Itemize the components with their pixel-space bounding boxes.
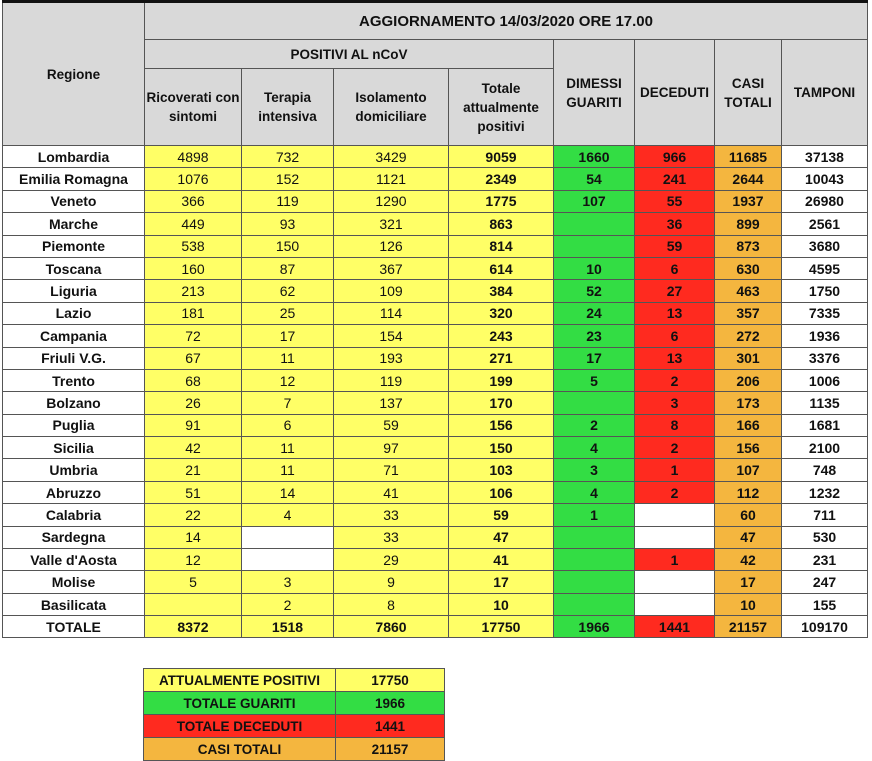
cell-dimessi xyxy=(554,571,635,593)
cell-casi: 272 xyxy=(715,325,782,347)
cell-totale: 243 xyxy=(449,325,554,347)
cell-regione: Calabria xyxy=(3,504,145,526)
cell-deceduti xyxy=(635,593,715,615)
page-title: AGGIORNAMENTO 14/03/2020 ORE 17.00 xyxy=(145,2,868,40)
cell-casi: 899 xyxy=(715,213,782,235)
cell-ricoverati: 42 xyxy=(145,437,242,459)
cell-isolamento: 321 xyxy=(334,213,449,235)
cell-isolamento: 29 xyxy=(334,549,449,571)
cell-ricoverati: 538 xyxy=(145,235,242,257)
cell-regione: Liguria xyxy=(3,280,145,302)
cell-casi: 873 xyxy=(715,235,782,257)
header-tamponi: TAMPONI xyxy=(782,40,868,146)
summary-table xyxy=(143,668,445,761)
cell-ricoverati: 26 xyxy=(145,392,242,414)
table-row xyxy=(3,146,868,168)
cell-isolamento: 1121 xyxy=(334,168,449,190)
cell-isolamento: 33 xyxy=(334,504,449,526)
cell-isolamento: 41 xyxy=(334,481,449,503)
cell-regione: Sicilia xyxy=(3,437,145,459)
cell-terapia: 25 xyxy=(242,302,334,324)
header-positivi-group: POSITIVI AL nCoV xyxy=(145,40,554,69)
cell-deceduti: 13 xyxy=(635,347,715,369)
cell-regione: Emilia Romagna xyxy=(3,168,145,190)
cell-ricoverati: 21 xyxy=(145,459,242,481)
table-row xyxy=(3,459,868,481)
table-row xyxy=(3,280,868,302)
table-row xyxy=(3,190,868,212)
table-row xyxy=(3,325,868,347)
cell-terapia: 732 xyxy=(242,146,334,168)
cell-tamponi: 4595 xyxy=(782,257,868,279)
cell-terapia: 119 xyxy=(242,190,334,212)
table-row xyxy=(3,369,868,391)
cell-totale: 2349 xyxy=(449,168,554,190)
cell-terapia: 87 xyxy=(242,257,334,279)
cell-casi: 156 xyxy=(715,437,782,459)
cell-casi: 107 xyxy=(715,459,782,481)
cell-tamponi: 37138 xyxy=(782,146,868,168)
cell-regione: Basilicata xyxy=(3,593,145,615)
cell-casi: 463 xyxy=(715,280,782,302)
table-row xyxy=(3,392,868,414)
cell-deceduti: 966 xyxy=(635,146,715,168)
cell-tamponi: 530 xyxy=(782,526,868,548)
cell-isolamento: 33 xyxy=(334,526,449,548)
cell-deceduti: 2 xyxy=(635,369,715,391)
cell-ricoverati: 181 xyxy=(145,302,242,324)
table-row xyxy=(3,504,868,526)
cell-casi: 60 xyxy=(715,504,782,526)
table-row xyxy=(3,414,868,436)
totals-casi: 21157 xyxy=(715,616,782,638)
header-regione: Regione xyxy=(3,2,145,146)
cell-casi: 630 xyxy=(715,257,782,279)
summary-label: TOTALE GUARITI xyxy=(144,692,336,715)
cell-tamponi: 1232 xyxy=(782,481,868,503)
cell-tamponi: 1681 xyxy=(782,414,868,436)
cell-totale: 17 xyxy=(449,571,554,593)
cell-tamponi: 155 xyxy=(782,593,868,615)
cell-deceduti: 59 xyxy=(635,235,715,257)
cell-isolamento: 137 xyxy=(334,392,449,414)
cell-tamponi: 711 xyxy=(782,504,868,526)
table-row xyxy=(3,571,868,593)
cell-deceduti: 1 xyxy=(635,549,715,571)
header-isolamento: Isolamento domiciliare xyxy=(334,69,449,146)
cell-deceduti: 8 xyxy=(635,414,715,436)
cell-casi: 17 xyxy=(715,571,782,593)
cell-isolamento: 97 xyxy=(334,437,449,459)
cell-deceduti: 241 xyxy=(635,168,715,190)
cell-tamponi: 1135 xyxy=(782,392,868,414)
cell-totale: 614 xyxy=(449,257,554,279)
cell-isolamento: 8 xyxy=(334,593,449,615)
cell-dimessi: 52 xyxy=(554,280,635,302)
cell-isolamento: 119 xyxy=(334,369,449,391)
header-totale-positivi: Totale attualmente positivi xyxy=(449,69,554,146)
cell-regione: Valle d'Aosta xyxy=(3,549,145,571)
cell-dimessi: 17 xyxy=(554,347,635,369)
cell-isolamento: 367 xyxy=(334,257,449,279)
cell-casi: 206 xyxy=(715,369,782,391)
cell-ricoverati xyxy=(145,593,242,615)
covid-data-table xyxy=(2,0,868,638)
cell-terapia: 11 xyxy=(242,459,334,481)
cell-tamponi: 7335 xyxy=(782,302,868,324)
cell-casi: 2644 xyxy=(715,168,782,190)
cell-dimessi xyxy=(554,593,635,615)
cell-terapia: 150 xyxy=(242,235,334,257)
cell-dimessi xyxy=(554,526,635,548)
cell-casi: 11685 xyxy=(715,146,782,168)
cell-deceduti xyxy=(635,571,715,593)
cell-regione: Bolzano xyxy=(3,392,145,414)
summary-row xyxy=(144,738,445,761)
cell-regione: Friuli V.G. xyxy=(3,347,145,369)
table-row xyxy=(3,235,868,257)
cell-terapia xyxy=(242,549,334,571)
summary-value: 17750 xyxy=(336,669,445,692)
cell-dimessi: 5 xyxy=(554,369,635,391)
cell-tamponi: 748 xyxy=(782,459,868,481)
cell-tamponi: 2100 xyxy=(782,437,868,459)
cell-tamponi: 247 xyxy=(782,571,868,593)
cell-ricoverati: 68 xyxy=(145,369,242,391)
cell-terapia: 152 xyxy=(242,168,334,190)
totals-totale: 17750 xyxy=(449,616,554,638)
summary-label: CASI TOTALI xyxy=(144,738,336,761)
cell-ricoverati: 1076 xyxy=(145,168,242,190)
totals-ricoverati: 8372 xyxy=(145,616,242,638)
cell-dimessi: 54 xyxy=(554,168,635,190)
cell-deceduti: 6 xyxy=(635,257,715,279)
totals-terapia: 1518 xyxy=(242,616,334,638)
cell-ricoverati: 22 xyxy=(145,504,242,526)
cell-tamponi: 1750 xyxy=(782,280,868,302)
table-row xyxy=(3,213,868,235)
cell-terapia: 4 xyxy=(242,504,334,526)
cell-deceduti: 6 xyxy=(635,325,715,347)
cell-totale: 199 xyxy=(449,369,554,391)
cell-dimessi: 24 xyxy=(554,302,635,324)
cell-totale: 10 xyxy=(449,593,554,615)
cell-regione: Lazio xyxy=(3,302,145,324)
cell-deceduti: 36 xyxy=(635,213,715,235)
summary-label: TOTALE DECEDUTI xyxy=(144,715,336,738)
cell-ricoverati: 72 xyxy=(145,325,242,347)
cell-terapia: 3 xyxy=(242,571,334,593)
cell-deceduti: 27 xyxy=(635,280,715,302)
header-ricoverati: Ricoverati con sintomi xyxy=(145,69,242,146)
cell-terapia: 12 xyxy=(242,369,334,391)
cell-terapia: 62 xyxy=(242,280,334,302)
cell-regione: Marche xyxy=(3,213,145,235)
cell-regione: Puglia xyxy=(3,414,145,436)
cell-dimessi: 4 xyxy=(554,437,635,459)
cell-tamponi: 10043 xyxy=(782,168,868,190)
cell-casi: 357 xyxy=(715,302,782,324)
cell-isolamento: 126 xyxy=(334,235,449,257)
cell-deceduti: 1 xyxy=(635,459,715,481)
table-row xyxy=(3,593,868,615)
cell-terapia: 11 xyxy=(242,347,334,369)
cell-dimessi: 23 xyxy=(554,325,635,347)
cell-terapia: 2 xyxy=(242,593,334,615)
cell-dimessi xyxy=(554,235,635,257)
cell-casi: 301 xyxy=(715,347,782,369)
cell-ricoverati: 366 xyxy=(145,190,242,212)
table-row xyxy=(3,347,868,369)
table-row xyxy=(3,168,868,190)
cell-deceduti xyxy=(635,526,715,548)
cell-deceduti: 2 xyxy=(635,437,715,459)
cell-dimessi: 3 xyxy=(554,459,635,481)
cell-ricoverati: 14 xyxy=(145,526,242,548)
cell-casi: 10 xyxy=(715,593,782,615)
totals-dimessi: 1966 xyxy=(554,616,635,638)
summary-row xyxy=(144,715,445,738)
cell-deceduti: 13 xyxy=(635,302,715,324)
header-dimessi: DIMESSI GUARITI xyxy=(554,40,635,146)
table-row xyxy=(3,481,868,503)
cell-deceduti: 55 xyxy=(635,190,715,212)
header-terapia: Terapia intensiva xyxy=(242,69,334,146)
table-row xyxy=(3,437,868,459)
summary-value: 1441 xyxy=(336,715,445,738)
table-body xyxy=(3,146,868,638)
cell-isolamento: 1290 xyxy=(334,190,449,212)
cell-totale: 106 xyxy=(449,481,554,503)
cell-isolamento: 59 xyxy=(334,414,449,436)
cell-totale: 150 xyxy=(449,437,554,459)
summary-value: 21157 xyxy=(336,738,445,761)
cell-totale: 1775 xyxy=(449,190,554,212)
cell-totale: 47 xyxy=(449,526,554,548)
totals-deceduti: 1441 xyxy=(635,616,715,638)
cell-casi: 112 xyxy=(715,481,782,503)
cell-totale: 41 xyxy=(449,549,554,571)
header-deceduti: DECEDUTI xyxy=(635,40,715,146)
cell-ricoverati: 4898 xyxy=(145,146,242,168)
cell-isolamento: 193 xyxy=(334,347,449,369)
cell-ricoverati: 12 xyxy=(145,549,242,571)
cell-ricoverati: 160 xyxy=(145,257,242,279)
cell-isolamento: 3429 xyxy=(334,146,449,168)
table-row xyxy=(3,526,868,548)
cell-regione: Toscana xyxy=(3,257,145,279)
cell-casi: 166 xyxy=(715,414,782,436)
cell-totale: 384 xyxy=(449,280,554,302)
cell-ricoverati: 91 xyxy=(145,414,242,436)
cell-deceduti: 3 xyxy=(635,392,715,414)
cell-totale: 156 xyxy=(449,414,554,436)
totals-row xyxy=(3,616,868,638)
cell-dimessi: 4 xyxy=(554,481,635,503)
cell-dimessi xyxy=(554,392,635,414)
cell-regione: Lombardia xyxy=(3,146,145,168)
cell-totale: 170 xyxy=(449,392,554,414)
cell-dimessi: 1 xyxy=(554,504,635,526)
cell-isolamento: 71 xyxy=(334,459,449,481)
cell-ricoverati: 5 xyxy=(145,571,242,593)
cell-terapia: 6 xyxy=(242,414,334,436)
cell-regione: Campania xyxy=(3,325,145,347)
cell-isolamento: 9 xyxy=(334,571,449,593)
summary-value: 1966 xyxy=(336,692,445,715)
cell-regione: Molise xyxy=(3,571,145,593)
table-row xyxy=(3,549,868,571)
cell-ricoverati: 449 xyxy=(145,213,242,235)
cell-totale: 814 xyxy=(449,235,554,257)
cell-tamponi: 1006 xyxy=(782,369,868,391)
header-casi: CASI TOTALI xyxy=(715,40,782,146)
cell-ricoverati: 213 xyxy=(145,280,242,302)
cell-regione: Trento xyxy=(3,369,145,391)
cell-terapia: 7 xyxy=(242,392,334,414)
cell-casi: 42 xyxy=(715,549,782,571)
cell-casi: 1937 xyxy=(715,190,782,212)
cell-tamponi: 3376 xyxy=(782,347,868,369)
cell-isolamento: 109 xyxy=(334,280,449,302)
cell-terapia xyxy=(242,526,334,548)
cell-dimessi xyxy=(554,549,635,571)
table-row xyxy=(3,257,868,279)
totals-isolamento: 7860 xyxy=(334,616,449,638)
cell-dimessi: 1660 xyxy=(554,146,635,168)
cell-terapia: 17 xyxy=(242,325,334,347)
cell-deceduti: 2 xyxy=(635,481,715,503)
cell-deceduti xyxy=(635,504,715,526)
cell-totale: 863 xyxy=(449,213,554,235)
cell-dimessi: 2 xyxy=(554,414,635,436)
cell-isolamento: 154 xyxy=(334,325,449,347)
cell-regione: Umbria xyxy=(3,459,145,481)
cell-terapia: 11 xyxy=(242,437,334,459)
cell-dimessi: 10 xyxy=(554,257,635,279)
cell-tamponi: 231 xyxy=(782,549,868,571)
cell-ricoverati: 51 xyxy=(145,481,242,503)
summary-row xyxy=(144,692,445,715)
cell-totale: 9059 xyxy=(449,146,554,168)
totals-tamponi: 109170 xyxy=(782,616,868,638)
cell-totale: 59 xyxy=(449,504,554,526)
cell-terapia: 93 xyxy=(242,213,334,235)
cell-dimessi xyxy=(554,213,635,235)
cell-tamponi: 26980 xyxy=(782,190,868,212)
cell-totale: 103 xyxy=(449,459,554,481)
cell-terapia: 14 xyxy=(242,481,334,503)
totals-label: TOTALE xyxy=(3,616,145,638)
cell-isolamento: 114 xyxy=(334,302,449,324)
cell-ricoverati: 67 xyxy=(145,347,242,369)
cell-dimessi: 107 xyxy=(554,190,635,212)
cell-totale: 271 xyxy=(449,347,554,369)
cell-totale: 320 xyxy=(449,302,554,324)
summary-label: ATTUALMENTE POSITIVI xyxy=(144,669,336,692)
cell-tamponi: 1936 xyxy=(782,325,868,347)
cell-tamponi: 2561 xyxy=(782,213,868,235)
cell-regione: Veneto xyxy=(3,190,145,212)
cell-regione: Sardegna xyxy=(3,526,145,548)
table-row xyxy=(3,302,868,324)
cell-regione: Abruzzo xyxy=(3,481,145,503)
cell-casi: 47 xyxy=(715,526,782,548)
cell-tamponi: 3680 xyxy=(782,235,868,257)
cell-regione: Piemonte xyxy=(3,235,145,257)
cell-casi: 173 xyxy=(715,392,782,414)
summary-row xyxy=(144,669,445,692)
